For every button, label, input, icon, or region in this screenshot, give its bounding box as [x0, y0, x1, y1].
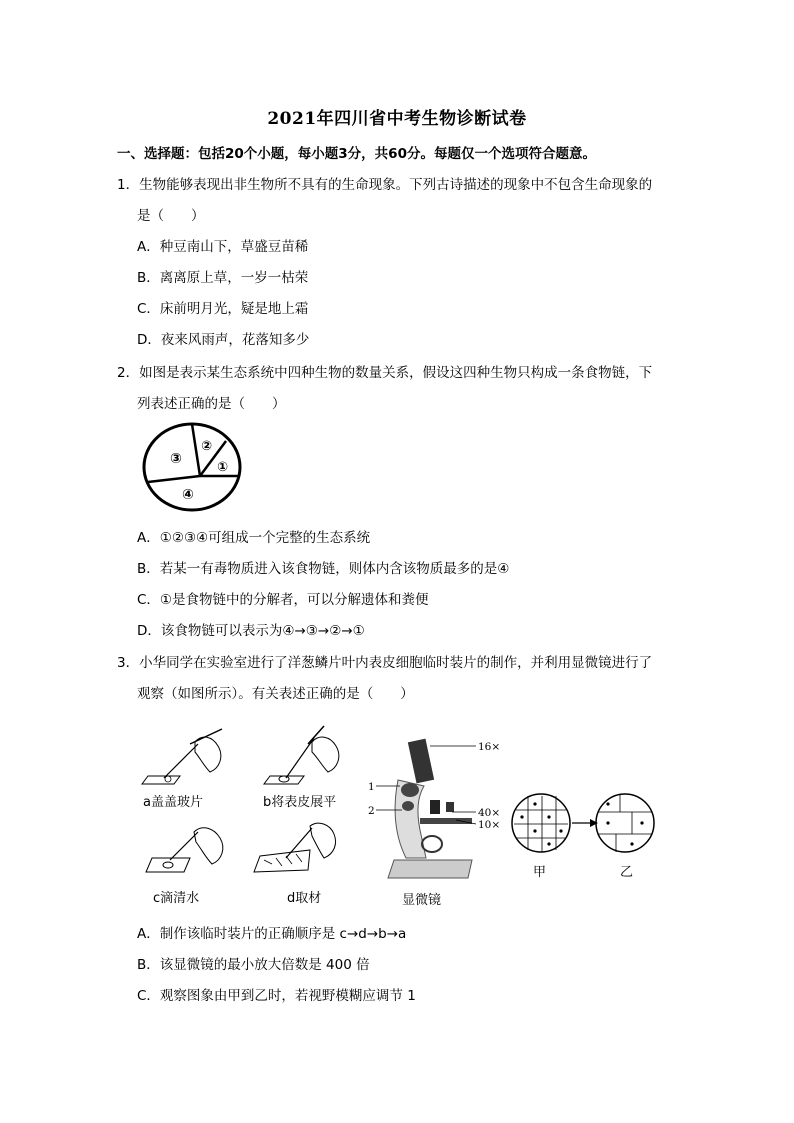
cell-view-figure: [508, 790, 658, 862]
microscope-figure: [368, 730, 518, 890]
field-of-view-yi: [596, 794, 654, 852]
q1-option-b: B．离离原上草，一岁一枯荣: [137, 270, 309, 286]
stage: [420, 818, 472, 824]
q2-stem-line2: 列表述正确的是（ ）: [137, 396, 286, 412]
coarse-adjustment-knob: [401, 783, 419, 797]
q3-stem-line1: 3．小华同学在实验室进行了洋葱鳞片叶内表皮细胞临时装片的制作，并利用显微镜进行了: [117, 655, 653, 671]
q1-stem-line1: 1．生物能够表现出非生物所不具有的生命现象。下列古诗描述的现象中不包含生命现象的: [117, 177, 653, 193]
q2-stem-line1: 2．如图是表示某生态系统中四种生物的数量关系，假设这四种生物只构成一条食物链，下: [117, 365, 653, 381]
pie-divider-4: [148, 476, 200, 482]
q1-option-d: D．夜来风雨声，花落知多少: [137, 332, 310, 348]
page-title: 2021年四川省中考生物诊断试卷: [267, 109, 527, 129]
step-c-illustration: [146, 828, 223, 872]
step-b-label: b将表皮展平: [263, 795, 337, 810]
microscope-label: 显微镜: [402, 893, 442, 908]
q1-option-c: C．床前明月光，疑是地上霜: [137, 301, 309, 317]
microscope-base: [388, 860, 472, 878]
eyepiece-label: 16×: [478, 741, 501, 753]
step-b-illustration: [264, 726, 339, 784]
objective-10x: [446, 802, 454, 812]
pie-divider-1: [192, 424, 200, 476]
knob-1-label: 1: [368, 781, 375, 793]
q1-stem-line2: 是（ ）: [137, 208, 205, 224]
q3-option-b: B．该显微镜的最小放大倍数是 400 倍: [137, 957, 370, 973]
q3-stem-line2: 观察（如图所示）。有关表述正确的是（ ）: [137, 686, 414, 702]
q1-option-a: A．种豆南山下，草盛豆苗稀: [137, 239, 309, 255]
yi-label: 乙: [620, 865, 634, 880]
step-d-label: d取材: [287, 891, 322, 906]
objective-10x-label: 10×: [478, 819, 501, 831]
step-c-label: c滴清水: [153, 891, 200, 906]
field-of-view-jia: [512, 794, 570, 852]
knob-2-label: 2: [368, 805, 375, 817]
q2-option-c: C．①是食物链中的分解者，可以分解遗体和粪便: [137, 592, 429, 608]
q2-option-b: B．若某一有毒物质进入该食物链，则体内含该物质最多的是④: [137, 561, 510, 577]
pie-label-3: ③: [170, 451, 182, 467]
q2-option-d: D．该食物链可以表示为④→③→②→①: [137, 623, 365, 639]
q3-option-c: C．观察图象由甲到乙时，若视野模糊应调节 1: [137, 988, 416, 1004]
objective-40x-label: 40×: [478, 807, 501, 819]
step-a-label: a盖盖玻片: [143, 795, 203, 810]
mirror: [422, 836, 442, 852]
step-d-illustration: [254, 823, 336, 872]
pie-label-4: ④: [182, 487, 194, 503]
q3-option-a: A．制作该临时装片的正确顺序是 c→d→b→a: [137, 926, 407, 942]
pie-label-1: ①: [217, 460, 229, 475]
section-heading: 一、选择题：包括20个小题，每小题3分，共60分。每题仅一个选项符合题意。: [117, 146, 596, 162]
pie-label-2: ②: [201, 439, 213, 454]
eyepiece-tube: [408, 739, 434, 784]
q2-option-a: A．①②③④可组成一个完整的生态系统: [137, 530, 371, 546]
fine-adjustment-knob: [402, 801, 414, 811]
objective-40x: [430, 800, 440, 814]
jia-label: 甲: [533, 865, 547, 880]
population-pie-figure: [140, 420, 244, 514]
step-a-illustration: [142, 729, 222, 784]
